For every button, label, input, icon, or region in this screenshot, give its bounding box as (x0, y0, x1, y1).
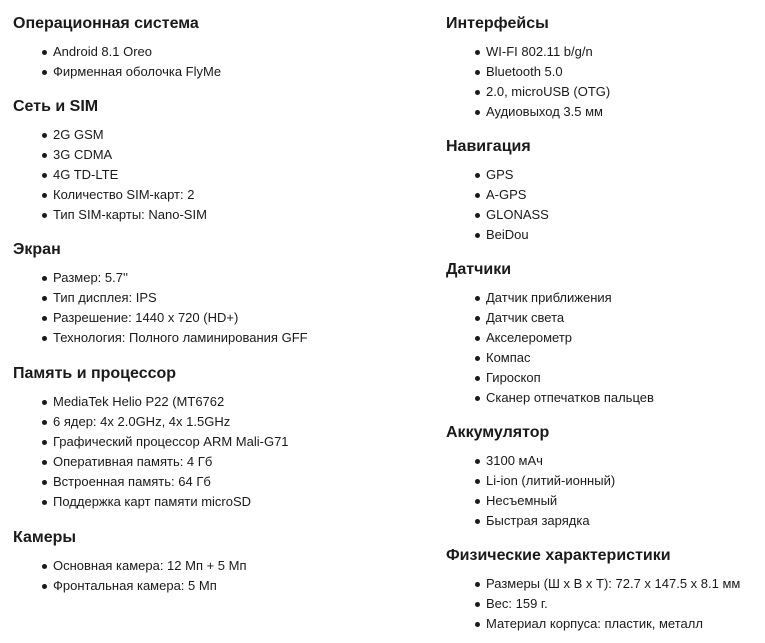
list-item: Фронтальная камера: 5 Мп (13, 576, 247, 596)
list-item: Оперативная память: 4 Гб (13, 452, 289, 472)
list-item: Материал корпуса: пластик, металл (446, 614, 740, 634)
spec-list (446, 574, 740, 634)
list-item: 3G CDMA (13, 145, 207, 165)
section-title: Операционная система (13, 15, 199, 32)
list-item: Несъемный (446, 491, 615, 511)
list-item: Bluetooth 5.0 (446, 62, 610, 82)
list-item: Тип дисплея: IPS (13, 288, 308, 308)
spec-list (446, 288, 654, 408)
list-item: Акселерометр (446, 328, 654, 348)
list-item: Графический процессор ARM Mali-G71 (13, 432, 289, 452)
spec-list (446, 165, 549, 245)
list-item: A-GPS (446, 185, 549, 205)
list-item: GLONASS (446, 205, 549, 225)
list-item: Датчик света (446, 308, 654, 328)
list-item: 6 ядер: 4x 2.0GHz, 4x 1.5GHz (13, 412, 289, 432)
section-title: Навигация (446, 138, 531, 155)
section-network-sim (13, 96, 207, 225)
section-title: Аккумулятор (446, 424, 550, 441)
section-title: Сеть и SIM (13, 98, 99, 115)
list-item: Вес: 159 г. (446, 594, 740, 614)
list-item: Гироскоп (446, 368, 654, 388)
list-item: Количество SIM-карт: 2 (13, 185, 207, 205)
list-item: Размеры (Ш x В x Т): 72.7 x 147.5 x 8.1 мм (446, 574, 740, 594)
list-item: Тип SIM-карты: Nano-SIM (13, 205, 207, 225)
list-item: BeiDou (446, 225, 549, 245)
section-sensors (446, 259, 654, 408)
list-item: Встроенная память: 64 Гб (13, 472, 289, 492)
section-navigation (446, 136, 549, 245)
section-title: Датчики (446, 261, 512, 278)
list-item: Датчик приближения (446, 288, 654, 308)
list-item: Быстрая зарядка (446, 511, 615, 531)
list-item: Поддержка карт памяти microSD (13, 492, 289, 512)
section-physical (446, 545, 740, 634)
section-title: Интерфейсы (446, 15, 549, 32)
list-item: Фирменная оболочка FlyMe (13, 62, 221, 82)
list-item: 2G GSM (13, 125, 207, 145)
spec-list (446, 42, 610, 122)
spec-list (13, 392, 289, 512)
list-item: Компас (446, 348, 654, 368)
list-item: WI-FI 802.11 b/g/n (446, 42, 610, 62)
list-item: Android 8.1 Oreo (13, 42, 221, 62)
list-item: 4G TD-LTE (13, 165, 207, 185)
section-cameras (13, 527, 247, 596)
list-item: Аудиовыход 3.5 мм (446, 102, 610, 122)
list-item: 2.0, microUSB (OTG) (446, 82, 610, 102)
section-battery (446, 422, 615, 531)
list-item: 3100 мАч (446, 451, 615, 471)
section-title: Экран (13, 241, 61, 258)
section-os (13, 13, 221, 82)
spec-list (13, 125, 207, 225)
spec-list (13, 556, 247, 596)
list-item: GPS (446, 165, 549, 185)
list-item: Технология: Полного ламинирования GFF (13, 328, 308, 348)
list-item: Основная камера: 12 Мп + 5 Мп (13, 556, 247, 576)
section-title: Камеры (13, 529, 77, 546)
list-item: Размер: 5.7'' (13, 268, 308, 288)
spec-list (446, 451, 615, 531)
section-memory-cpu (13, 363, 289, 512)
spec-list (13, 268, 308, 348)
section-title: Физические характеристики (446, 547, 671, 564)
section-title: Память и процессор (13, 365, 177, 382)
spec-list (13, 42, 221, 82)
list-item: Li-ion (литий-ионный) (446, 471, 615, 491)
list-item: Разрешение: 1440 x 720 (HD+) (13, 308, 308, 328)
section-screen (13, 239, 308, 348)
list-item: Сканер отпечатков пальцев (446, 388, 654, 408)
section-interfaces (446, 13, 610, 122)
list-item: MediaTek Helio P22 (MT6762 (13, 392, 289, 412)
